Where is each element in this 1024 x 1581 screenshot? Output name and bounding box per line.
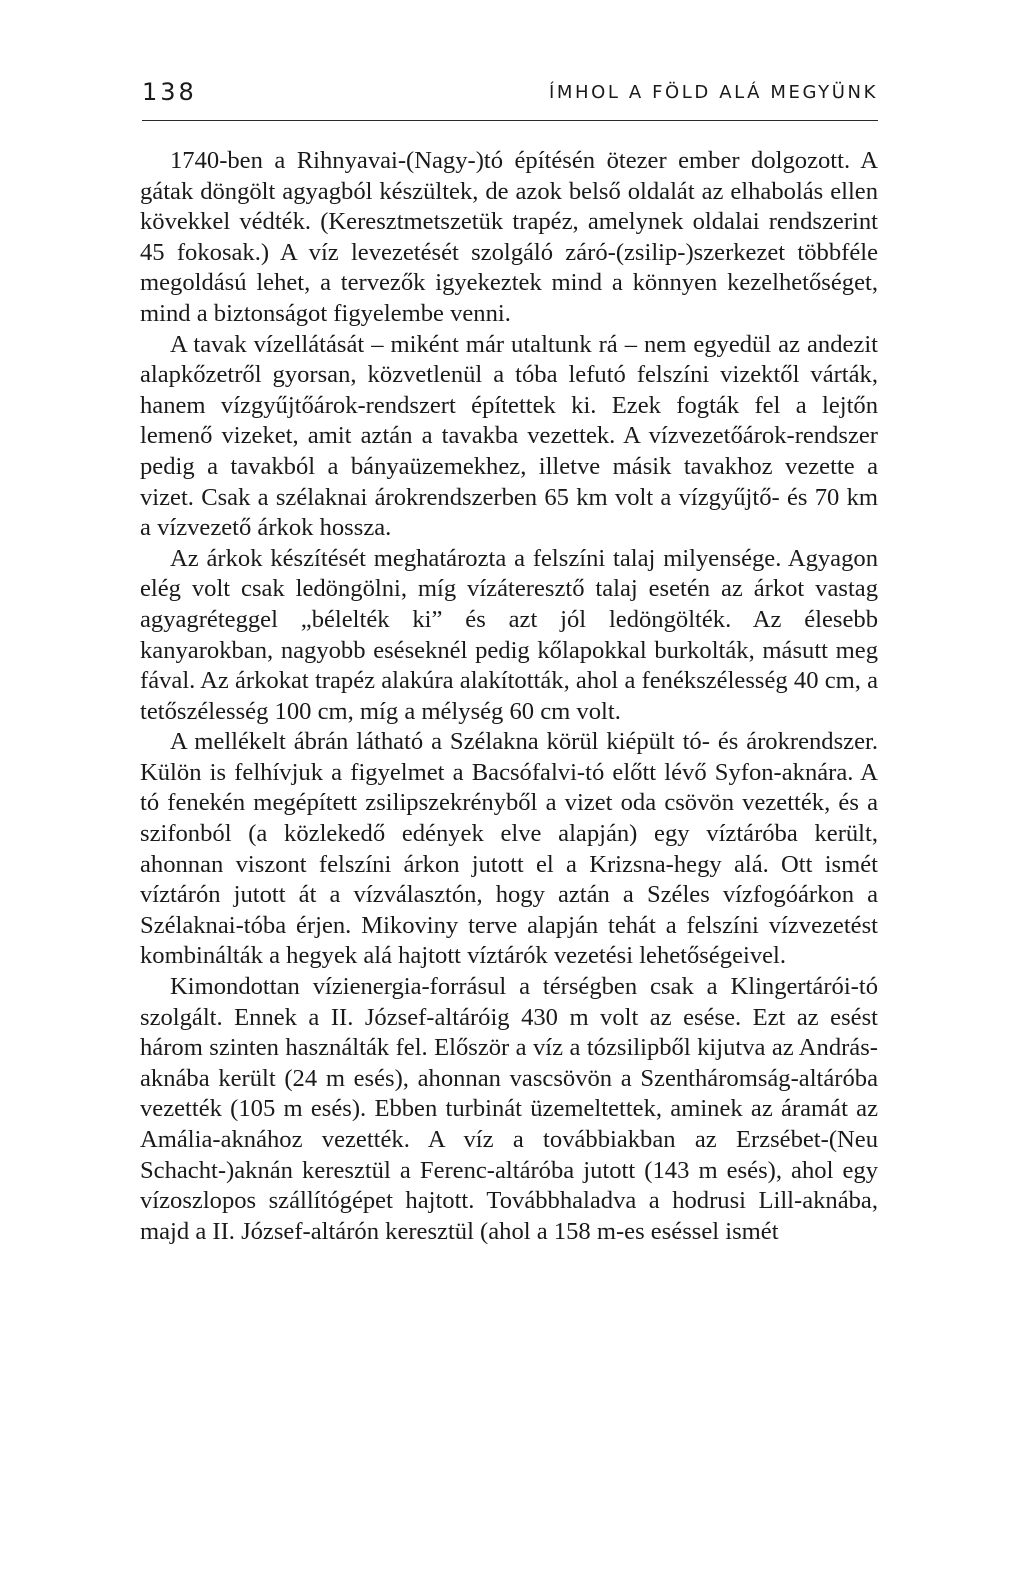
paragraph: Kimondottan vízienergia-forrásul a térségben csak a Klingertárói-tó szolgált. Ennek a II. József-altáróig 430 m volt az esése. Ezt az esést három szinten használták fel. Először a víz a tózsilipből kijutva az András-aknába került (24 m esés), ahonnan vascsövön a Szentháromság-altáróba vezették (105 m esés). Ebben turbinát üzemeltettek, aminek az áramát az Amália-aknához vezették. A víz a továbbiakban az Erzsébet-(Neu Schacht-)aknán keresztül a Ferenc-altáróba jutott (143 m esés), ahol egy vízoszlopos szállítógépet hajtott. Továbbhaladva a hodrusi Lill-aknába, majd a II. József-altárón keresztül (ahol a 158 m-es eséssel ismét [140, 973, 878, 1245]
running-head [142, 78, 878, 118]
paragraph: A tavak vízellátását – miként már utaltunk rá – nem egyedül az andezit alapkőzetről gyorsan, közvetlenül a tóba lefutó felszíni vizektől várták, hanem vízgyűjtőárok-rendszert építettek ki. Ezek fogták fel a lejtőn lemenő vizeket, amit aztán a tavakba vezettek. A vízvezetőárok-rendszer pedig a tavakból a bányaüzemekhez, illetve másik tavakhoz vezette a vizet. Csak a szélaknai árokrendszerben 65 km volt a vízgyűjtő- és 70 km a vízvezető árkok hossza. [140, 330, 878, 542]
header-rule [142, 120, 878, 121]
page-number: 138 [142, 78, 197, 106]
running-title: ÍMHOL A FÖLD ALÁ MEGYÜNK [548, 82, 878, 103]
paragraph: A mellékelt ábrán látható a Szélakna körül kiépült tó- és árokrendszer. Külön is felhívjuk a figyelmet a Bacsófalvi-tó előtt lévő Syfon-aknára. A tó fenekén megépített zsilipszekrényből a vizet oda csövön vezették, és a szifonból (a közlekedő edények elve alapján) egy víztáróba került, ahonnan viszont felszíni árkon jutott el a Krizsna-hegy alá. Ott ismét víztárón jutott át a vízválasztón, hogy aztán a Széles vízfogóárkon a Szélaknai-tóba érjen. Mikoviny terve alapján tehát a felszíni vízvezetést kombinálták a hegyek alá hajtott víztárók vezetési lehetőségeivel. [140, 728, 878, 970]
body-text [140, 146, 878, 1247]
paragraph: 1740-ben a Rihnyavai-(Nagy-)tó építésén ötezer ember dolgozott. A gátak döngölt agyagból készültek, de azok belső oldalát az elhabolás ellen kövekkel védték. (Keresztmetszetük trapéz, amelynek oldalai rendszerint 45 fokosak.) A víz levezetését szolgáló záró-(zsilip-)szerkezet többféle megoldású lehet, a tervezők igyekeztek mind a könnyen kezelhetőséget, mind a biztonságot figyelembe venni. [140, 147, 878, 327]
paragraph: Az árkok készítését meghatározta a felszíni talaj milyensége. Agyagon elég volt csak ledöngölni, míg vízáteresztő talaj esetén az árkot vastag agyagréteggel „bélelték ki” és azt jól ledöngölték. Az élesebb kanyarokban, nagyobb eséseknél pedig kőlapokkal burkolták, másutt meg fával. Az árkokat trapéz alakúra alakították, ahol a fenékszélesség 40 cm, a tetőszélesség 100 cm, míg a mélység 60 cm volt. [140, 544, 878, 725]
